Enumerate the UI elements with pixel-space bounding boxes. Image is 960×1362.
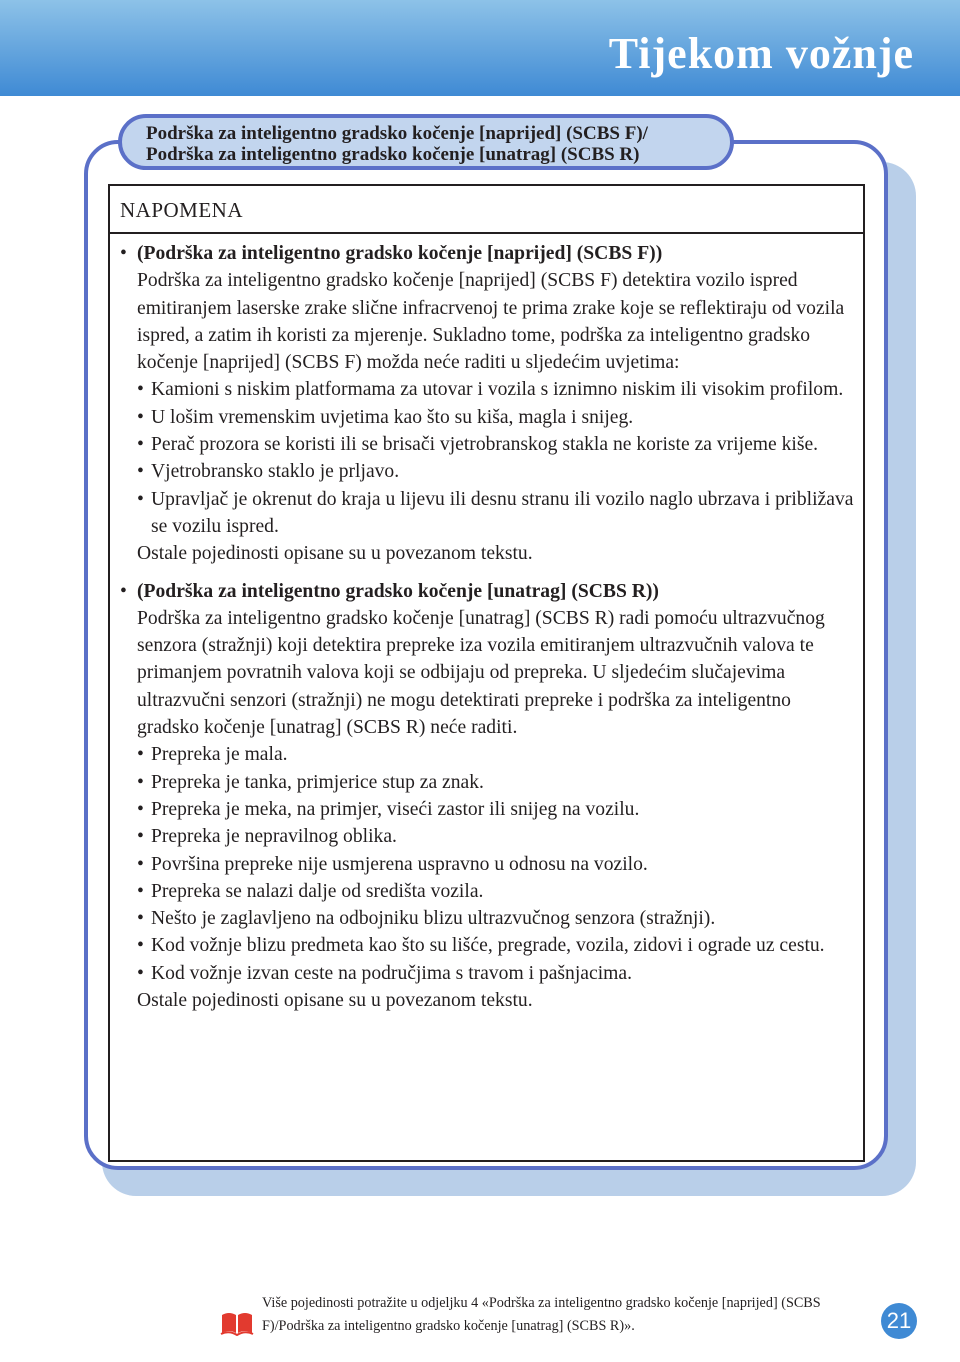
list-item-text: Prepreka je tanka, primjerice stup za znak.	[151, 771, 484, 793]
bullet: •	[137, 880, 144, 902]
bullet: •	[137, 379, 144, 401]
list-item-text: Površina prepreke nije usmjerena uspravno u odnosu na vozilo.	[151, 853, 648, 875]
note-item-title: (Podrška za inteligentno gradsko kočenje [naprijed] (SCBS F))	[137, 243, 663, 264]
list-item	[137, 878, 855, 905]
list-item	[137, 796, 855, 823]
list-item	[137, 960, 855, 987]
list-item	[137, 741, 855, 768]
list-item	[137, 458, 855, 485]
bullet: •	[137, 908, 144, 930]
note-item-outro: Ostale pojedinosti opisane su u povezanom tekstu.	[137, 990, 533, 1012]
list-item-text: Prepreka se nalazi dalje od središta vozila.	[151, 880, 484, 902]
bullet: •	[137, 488, 144, 510]
section-title-line-2: Podrška za inteligentno gradsko kočenje [unatrag] (SCBS R)	[146, 144, 640, 165]
bullet: •	[137, 406, 144, 428]
bullet: •	[137, 461, 144, 483]
page-title: Tijekom vožnje	[608, 29, 914, 78]
section-title-line-1: Podrška za inteligentno gradsko kočenje [naprijed] (SCBS F)/	[146, 123, 648, 144]
list-item-text: U lošim vremenskim uvjetima kao što su kiša, magla i snijeg.	[151, 406, 634, 428]
list-item	[137, 905, 855, 932]
bullet: •	[137, 744, 144, 766]
note-box	[108, 184, 865, 1162]
note-body	[110, 234, 863, 1014]
page-header-band	[0, 0, 960, 96]
bullet: •	[137, 434, 144, 456]
section-title-tab	[118, 114, 734, 170]
note-heading: NAPOMENA	[110, 186, 863, 234]
bullet: •	[137, 935, 144, 957]
note-item-outro: Ostale pojedinosti opisane su u povezanom tekstu.	[137, 543, 533, 565]
list-item-text: Kod vožnje blizu predmeta kao što su lišće, pregrade, vozila, zidovi i ograde uz cestu.	[151, 935, 825, 957]
list-item-text: Kamioni s niskim platformama za utovar i vozila s iznimno niskim ili visokim profilom.	[151, 379, 844, 401]
note-item-intro: Podrška za inteligentno gradsko kočenje [unatrag] (SCBS R) radi pomoću ultrazvučnog senzora (stražnji) koji detektira prepreke iza vozila emitiranjem ultrazvučnih valova te primanjem povratnih valova koji se odbijaju od prepreka. U sljedećim slučajevima ultrazvučni senzori (stražnji) ne mogu detektirati prepreke i podrška za inteligentno gradsko kočenje [unatrag] (SCBS R) neće raditi.	[137, 607, 825, 739]
spacer	[120, 568, 855, 578]
bullet: •	[137, 798, 144, 820]
list-item-text: Kod vožnje izvan ceste na područjima s travom i pašnjacima.	[151, 962, 632, 984]
list-item	[137, 851, 855, 878]
bullet: •	[137, 826, 144, 848]
list-item-text: Upravljač je okrenut do kraja u lijevu ili desnu stranu ili vozilo naglo ubrzava i približava se vozilu ispred.	[151, 488, 854, 537]
list-item-text: Vjetrobransko staklo je prljavo.	[151, 461, 400, 483]
list-item	[137, 404, 855, 431]
list-item	[137, 769, 855, 796]
list-item	[137, 486, 855, 541]
footer-reference-note: Više pojedinosti potražite u odjeljku 4 «Podrška za inteligentno gradsko kočenje [naprijed] (SCBS F)/Podrška za inteligentno gradsko kočenje [unatrag] (SCBS R)».	[262, 1295, 821, 1334]
book-icon	[220, 1310, 254, 1336]
list-item-text: Nešto je zaglavljeno na odbojniku blizu ultrazvučnog senzora (stražnji).	[151, 908, 716, 930]
bullet: •	[137, 853, 144, 875]
bullet: •	[120, 580, 127, 602]
list-item-text: Prepreka je meka, na primjer, viseći zastor ili snijeg na vozilu.	[151, 798, 640, 820]
bullet: •	[120, 243, 127, 264]
list-item-text: Prepreka je mala.	[151, 744, 288, 766]
list-item-text: Prepreka je nepravilnog oblika.	[151, 826, 397, 848]
note-item-title: (Podrška za inteligentno gradsko kočenje [unatrag] (SCBS R))	[137, 580, 659, 602]
bullet: •	[137, 962, 144, 984]
note-item-scbs-r	[120, 578, 855, 1015]
page-number-badge: 21	[881, 1303, 917, 1339]
list-item	[137, 823, 855, 850]
list-item	[137, 431, 855, 458]
note-item-scbs-f	[120, 240, 855, 568]
list-item	[137, 932, 855, 959]
note-item-intro: Podrška za inteligentno gradsko kočenje [naprijed] (SCBS F) detektira vozilo ispred emitiranjem laserske zrake slične infracrvenoj te prima zrake koje se reflektiraju od vozila ispred, a zatim ih koristi za mjerenje. Sukladno tome, podrška za inteligentno gradsko kočenje [naprijed] (SCBS F) možda neće raditi u sljedećim uvjetima:	[137, 270, 845, 374]
list-item-text: Perač prozora se koristi ili se brisači vjetrobranskog stakla ne koriste za vrijeme kiše.	[151, 434, 819, 456]
bullet: •	[137, 771, 144, 793]
list-item	[137, 376, 855, 403]
